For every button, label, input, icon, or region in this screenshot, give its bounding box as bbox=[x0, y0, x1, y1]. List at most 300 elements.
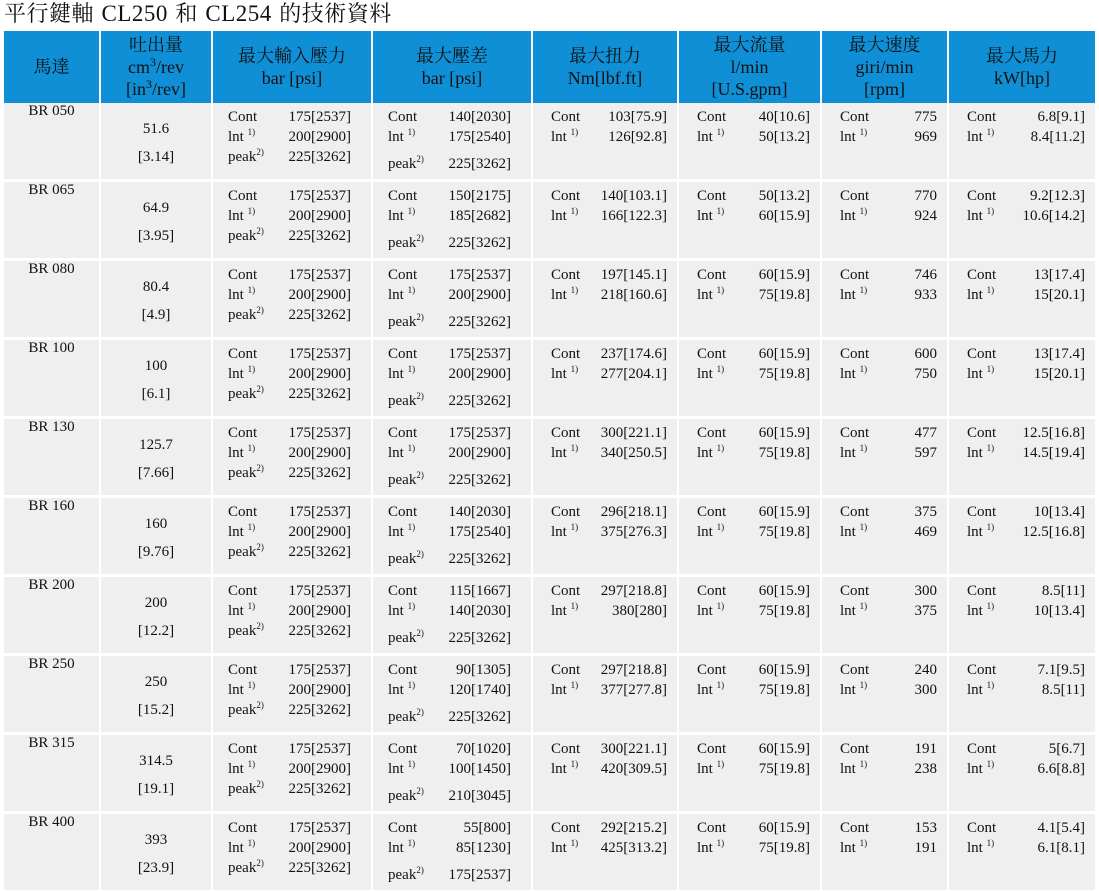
value-line bbox=[551, 660, 667, 680]
footnote-mark: 1) bbox=[859, 522, 868, 532]
value: 120[1740] bbox=[448, 682, 511, 698]
value: 225[3262] bbox=[288, 702, 351, 718]
int-label: lnt $^{1)}$ bbox=[388, 522, 416, 540]
displacement-cell bbox=[101, 261, 213, 340]
displacement-in3: [3.14] bbox=[137, 149, 175, 165]
value-line bbox=[840, 818, 937, 838]
footnote-mark: 2) bbox=[256, 147, 264, 157]
value: 100[1450] bbox=[448, 761, 511, 777]
footnote-mark: 2) bbox=[416, 865, 424, 875]
value: 60[15.9] bbox=[758, 267, 810, 283]
speed-cell bbox=[822, 814, 949, 890]
cont-label: Cont bbox=[840, 267, 870, 283]
footnote-mark: 1) bbox=[407, 285, 416, 295]
int-label: lnt $^{1)}$ bbox=[388, 127, 416, 145]
cont-label: Cont bbox=[840, 188, 870, 204]
value-line bbox=[840, 107, 937, 127]
value: 175[2537] bbox=[288, 820, 351, 836]
power-cell bbox=[949, 182, 1095, 261]
footnote-mark: 2) bbox=[416, 391, 424, 401]
value: 175[2537] bbox=[288, 741, 351, 757]
int-label: lnt $^{1)}$ bbox=[228, 364, 256, 382]
value: 597 bbox=[914, 445, 937, 461]
footnote-mark: 1) bbox=[859, 759, 868, 769]
value-line bbox=[228, 186, 351, 206]
cell-inner bbox=[822, 498, 947, 542]
value: 6.1[8.1] bbox=[1037, 840, 1085, 856]
value: 469 bbox=[914, 524, 937, 540]
value: 175[2537] bbox=[448, 867, 511, 883]
displacement-cell bbox=[101, 814, 213, 890]
footnote-mark: 1) bbox=[986, 838, 995, 848]
value-line bbox=[840, 522, 937, 542]
peak-label: peak$^{2)}$ bbox=[388, 707, 424, 725]
int-label: lnt $^{1)}$ bbox=[697, 680, 725, 698]
value: 277[204.1] bbox=[600, 366, 667, 382]
value: 297[218.8] bbox=[600, 662, 667, 678]
value-line bbox=[967, 265, 1085, 285]
value: 15[20.1] bbox=[1033, 366, 1085, 382]
displacement-cell bbox=[101, 419, 213, 498]
value: 210[3045] bbox=[448, 788, 511, 804]
displacement-in3: [12.2] bbox=[137, 623, 175, 639]
value-line bbox=[551, 344, 667, 364]
cell-inner bbox=[213, 340, 371, 404]
cell-inner bbox=[213, 577, 371, 641]
value-line bbox=[228, 344, 351, 364]
cell-inner bbox=[213, 656, 371, 720]
value-line bbox=[967, 601, 1085, 621]
flow-cell bbox=[679, 735, 822, 814]
peak-label: peak$^{2)}$ bbox=[388, 786, 424, 804]
power-cell bbox=[949, 735, 1095, 814]
value: 6.8[9.1] bbox=[1037, 109, 1085, 125]
displacement-in3: [19.1] bbox=[137, 781, 175, 797]
motor-model: BR 080 bbox=[4, 261, 101, 340]
value: 60[15.9] bbox=[758, 662, 810, 678]
value: 75[19.8] bbox=[758, 366, 810, 382]
footnote-mark: 1) bbox=[570, 127, 579, 137]
int-label: lnt $^{1)}$ bbox=[228, 522, 256, 540]
cont-label: Cont bbox=[967, 109, 997, 125]
cell-inner bbox=[373, 577, 531, 648]
cont-label: Cont bbox=[228, 820, 258, 836]
footnote-mark: 1) bbox=[247, 285, 256, 295]
cell-inner bbox=[822, 577, 947, 621]
peak-label: peak$^{2)}$ bbox=[228, 621, 264, 639]
value: 200[2900] bbox=[288, 603, 351, 619]
value: 775 bbox=[914, 109, 937, 125]
flow-cell bbox=[679, 103, 822, 182]
value-line bbox=[228, 759, 351, 779]
value-line bbox=[840, 759, 937, 779]
footnote-mark: 1) bbox=[247, 522, 256, 532]
value-line bbox=[228, 147, 351, 167]
value: 225[3262] bbox=[288, 149, 351, 165]
value: 75[19.8] bbox=[758, 524, 810, 540]
cont-label: Cont bbox=[551, 188, 581, 204]
int-label: lnt $^{1)}$ bbox=[697, 206, 725, 224]
cont-label: Cont bbox=[967, 741, 997, 757]
value-line bbox=[967, 344, 1085, 364]
displacement-in3: [6.1] bbox=[141, 386, 171, 402]
displacement-cm3: 314.5 bbox=[139, 753, 173, 769]
footnote-mark: 1) bbox=[407, 522, 416, 532]
header-row bbox=[4, 31, 1095, 103]
value-line bbox=[228, 226, 351, 246]
motor-model: BR 100 bbox=[4, 340, 101, 419]
footnote-mark: 1) bbox=[247, 838, 256, 848]
table-row bbox=[4, 577, 1095, 656]
power-cell bbox=[949, 498, 1095, 577]
cell-inner bbox=[822, 735, 947, 779]
value-line bbox=[388, 344, 511, 364]
peak-label: peak$^{2)}$ bbox=[388, 470, 424, 488]
value-line bbox=[388, 470, 511, 490]
int-label: lnt $^{1)}$ bbox=[551, 364, 579, 382]
footnote-mark: 1) bbox=[247, 680, 256, 690]
table-row bbox=[4, 182, 1095, 261]
header-pressure-diff: 最大壓差 bar [psi] bbox=[373, 31, 533, 103]
value-line bbox=[388, 107, 511, 127]
cont-label: Cont bbox=[551, 425, 581, 441]
power-cell bbox=[949, 814, 1095, 890]
value: 750 bbox=[914, 366, 937, 382]
value: 175[2537] bbox=[448, 267, 511, 283]
torque-cell bbox=[533, 735, 679, 814]
cell-inner bbox=[822, 814, 947, 858]
footnote-mark: 2) bbox=[256, 226, 264, 236]
footnote-mark: 1) bbox=[570, 443, 579, 453]
footnote-mark: 1) bbox=[986, 206, 995, 216]
footnote-mark: 1) bbox=[859, 206, 868, 216]
value: 175[2537] bbox=[448, 346, 511, 362]
value-line bbox=[840, 285, 937, 305]
value-line bbox=[388, 759, 511, 779]
cell-inner bbox=[679, 814, 820, 858]
footnote-mark: 1) bbox=[716, 364, 725, 374]
cell-inner bbox=[679, 735, 820, 779]
value-line bbox=[388, 739, 511, 759]
value: 12.5[16.8] bbox=[1022, 425, 1085, 441]
page-title bbox=[4, 0, 392, 30]
displacement-cm3: 100 bbox=[144, 358, 168, 374]
cell-inner bbox=[679, 577, 820, 621]
footnote-mark: 2) bbox=[256, 779, 264, 789]
speed-cell bbox=[822, 340, 949, 419]
value-line bbox=[551, 818, 667, 838]
cell-inner bbox=[213, 419, 371, 483]
value: 200[2900] bbox=[448, 287, 511, 303]
value: 225[3262] bbox=[448, 314, 511, 330]
footnote-mark: 1) bbox=[407, 443, 416, 453]
value-line bbox=[967, 364, 1085, 384]
displacement-in3: [4.9] bbox=[141, 307, 171, 323]
input-pressure-cell bbox=[213, 182, 373, 261]
footnote-mark: 1) bbox=[247, 206, 256, 216]
flow-cell bbox=[679, 261, 822, 340]
value: 4.1[5.4] bbox=[1037, 820, 1085, 836]
displacement-cm3: 125.7 bbox=[139, 437, 173, 453]
value: 200[2900] bbox=[288, 129, 351, 145]
value: 746 bbox=[914, 267, 937, 283]
footnote-mark: 1) bbox=[407, 127, 416, 137]
int-label: lnt $^{1)}$ bbox=[388, 206, 416, 224]
cont-label: Cont bbox=[228, 109, 258, 125]
cell-inner bbox=[949, 261, 1095, 305]
int-label: lnt $^{1)}$ bbox=[840, 285, 868, 303]
value: 225[3262] bbox=[288, 781, 351, 797]
value: 340[250.5] bbox=[600, 445, 667, 461]
footnote-mark: 1) bbox=[716, 285, 725, 295]
cont-label: Cont bbox=[388, 267, 418, 283]
value: 225[3262] bbox=[448, 393, 511, 409]
int-label: lnt $^{1)}$ bbox=[967, 838, 995, 856]
flow-cell bbox=[679, 419, 822, 498]
value: 375[276.3] bbox=[600, 524, 667, 540]
value: 60[15.9] bbox=[758, 208, 810, 224]
motor-model: BR 250 bbox=[4, 656, 101, 735]
value-line bbox=[967, 739, 1085, 759]
value-line bbox=[388, 502, 511, 522]
value: 200[2900] bbox=[288, 208, 351, 224]
value-line bbox=[967, 818, 1085, 838]
cont-label: Cont bbox=[967, 346, 997, 362]
cell-inner bbox=[533, 419, 677, 463]
cont-label: Cont bbox=[388, 109, 418, 125]
cell-inner bbox=[949, 577, 1095, 621]
footnote-mark: 1) bbox=[407, 759, 416, 769]
cell-inner bbox=[373, 261, 531, 332]
value-line bbox=[388, 865, 511, 885]
cell-inner bbox=[822, 656, 947, 700]
value-line bbox=[697, 680, 810, 700]
cont-label: Cont bbox=[840, 346, 870, 362]
torque-cell bbox=[533, 340, 679, 419]
value: 153 bbox=[914, 820, 937, 836]
int-label: lnt $^{1)}$ bbox=[697, 522, 725, 540]
value: 200[2900] bbox=[288, 840, 351, 856]
peak-label: peak$^{2)}$ bbox=[228, 858, 264, 876]
value-line bbox=[697, 186, 810, 206]
value: 75[19.8] bbox=[758, 445, 810, 461]
footnote-mark: 1) bbox=[407, 601, 416, 611]
footnote-mark: 2) bbox=[416, 549, 424, 559]
cont-label: Cont bbox=[840, 820, 870, 836]
table-row bbox=[4, 261, 1095, 340]
value-line bbox=[388, 127, 511, 147]
value-line bbox=[967, 107, 1085, 127]
peak-label: peak$^{2)}$ bbox=[228, 542, 264, 560]
value: 75[19.8] bbox=[758, 287, 810, 303]
footnote-mark: 2) bbox=[416, 707, 424, 717]
value: 375 bbox=[914, 504, 937, 520]
value-line bbox=[840, 443, 937, 463]
cell-inner bbox=[373, 340, 531, 411]
int-label: lnt $^{1)}$ bbox=[551, 127, 579, 145]
cont-label: Cont bbox=[840, 425, 870, 441]
cell-inner bbox=[213, 498, 371, 562]
value-line bbox=[551, 502, 667, 522]
value: 225[3262] bbox=[448, 630, 511, 646]
pressure-diff-cell bbox=[373, 182, 533, 261]
motor-model: BR 050 bbox=[4, 103, 101, 182]
cont-label: Cont bbox=[697, 109, 727, 125]
footnote-mark: 2) bbox=[416, 786, 424, 796]
value-line bbox=[388, 154, 511, 174]
value: 200[2900] bbox=[448, 366, 511, 382]
value-line bbox=[840, 423, 937, 443]
value: 175[2540] bbox=[448, 524, 511, 540]
int-label: lnt $^{1)}$ bbox=[551, 206, 579, 224]
peak-label: peak$^{2)}$ bbox=[228, 305, 264, 323]
footnote-mark: 1) bbox=[407, 364, 416, 374]
int-label: lnt $^{1)}$ bbox=[840, 522, 868, 540]
footnote-mark: 2) bbox=[416, 312, 424, 322]
power-cell bbox=[949, 261, 1095, 340]
footnote-mark: 1) bbox=[407, 206, 416, 216]
pressure-diff-cell bbox=[373, 103, 533, 182]
displacement-cm3: 250 bbox=[144, 674, 168, 690]
footnote-mark: 2) bbox=[256, 700, 264, 710]
value: 13[17.4] bbox=[1033, 267, 1085, 283]
int-label: lnt $^{1)}$ bbox=[967, 127, 995, 145]
footnote-mark: 1) bbox=[859, 364, 868, 374]
value: 380[280] bbox=[612, 603, 667, 619]
flow-cell bbox=[679, 814, 822, 890]
cell-inner bbox=[533, 182, 677, 226]
cell-inner bbox=[373, 182, 531, 253]
pressure-diff-cell bbox=[373, 577, 533, 656]
flow-cell bbox=[679, 182, 822, 261]
torque-cell bbox=[533, 656, 679, 735]
value-line bbox=[228, 502, 351, 522]
value-line bbox=[228, 858, 351, 878]
int-label: lnt $^{1)}$ bbox=[697, 443, 725, 461]
value-line bbox=[228, 423, 351, 443]
input-pressure-cell bbox=[213, 577, 373, 656]
value: 225[3262] bbox=[448, 472, 511, 488]
value: 55[800] bbox=[463, 820, 511, 836]
value-line bbox=[228, 601, 351, 621]
footnote-mark: 1) bbox=[716, 127, 725, 137]
int-label: lnt $^{1)}$ bbox=[967, 206, 995, 224]
value: 225[3262] bbox=[288, 860, 351, 876]
value: 50[13.2] bbox=[758, 129, 810, 145]
cont-label: Cont bbox=[697, 820, 727, 836]
value-line bbox=[228, 107, 351, 127]
motor-model: BR 315 bbox=[4, 735, 101, 814]
speed-cell bbox=[822, 419, 949, 498]
cell-inner bbox=[949, 340, 1095, 384]
displacement-cell bbox=[101, 182, 213, 261]
value: 292[215.2] bbox=[600, 820, 667, 836]
value-line bbox=[967, 522, 1085, 542]
value-line bbox=[388, 391, 511, 411]
value-line bbox=[967, 443, 1085, 463]
flow-cell bbox=[679, 498, 822, 577]
value-line bbox=[967, 581, 1085, 601]
displacement-in3: [23.9] bbox=[137, 860, 175, 876]
value: 175[2537] bbox=[288, 425, 351, 441]
value: 60[15.9] bbox=[758, 820, 810, 836]
value-line bbox=[840, 660, 937, 680]
value-line bbox=[697, 601, 810, 621]
value: 225[3262] bbox=[288, 465, 351, 481]
int-label: lnt $^{1)}$ bbox=[697, 285, 725, 303]
peak-label: peak$^{2)}$ bbox=[228, 779, 264, 797]
value: 175[2537] bbox=[288, 267, 351, 283]
value: 200[2900] bbox=[288, 761, 351, 777]
value: 12.5[16.8] bbox=[1022, 524, 1085, 540]
cell-inner bbox=[213, 103, 371, 167]
pressure-diff-cell bbox=[373, 261, 533, 340]
cont-label: Cont bbox=[840, 109, 870, 125]
value: 218[160.6] bbox=[600, 287, 667, 303]
cell-inner bbox=[213, 261, 371, 325]
value-line bbox=[840, 127, 937, 147]
value: 237[174.6] bbox=[600, 346, 667, 362]
value-line bbox=[840, 206, 937, 226]
footnote-mark: 1) bbox=[570, 759, 579, 769]
cont-label: Cont bbox=[697, 346, 727, 362]
cell-inner bbox=[822, 182, 947, 226]
int-label: lnt $^{1)}$ bbox=[228, 601, 256, 619]
footnote-mark: 1) bbox=[247, 364, 256, 374]
value-line bbox=[228, 384, 351, 404]
displacement-cm3: 64.9 bbox=[142, 200, 170, 216]
int-label: lnt $^{1)}$ bbox=[840, 364, 868, 382]
title-part: 的技術資料 bbox=[271, 2, 392, 27]
cell-inner bbox=[373, 103, 531, 174]
torque-cell bbox=[533, 419, 679, 498]
cont-label: Cont bbox=[228, 188, 258, 204]
footnote-mark: 1) bbox=[859, 285, 868, 295]
cell-inner bbox=[949, 182, 1095, 226]
cont-label: Cont bbox=[697, 583, 727, 599]
cont-label: Cont bbox=[551, 109, 581, 125]
value: 200[2900] bbox=[448, 445, 511, 461]
value: 126[92.8] bbox=[608, 129, 667, 145]
cell-inner bbox=[533, 814, 677, 858]
cell-inner bbox=[949, 814, 1095, 858]
displacement-cm3: 51.6 bbox=[142, 121, 170, 137]
value-line bbox=[697, 127, 810, 147]
displacement-cell bbox=[101, 103, 213, 182]
cont-label: Cont bbox=[967, 267, 997, 283]
value-line bbox=[967, 186, 1085, 206]
flow-cell bbox=[679, 340, 822, 419]
cont-label: Cont bbox=[388, 188, 418, 204]
int-label: lnt $^{1)}$ bbox=[228, 285, 256, 303]
value: 375 bbox=[914, 603, 937, 619]
displacement-cell bbox=[101, 498, 213, 577]
displacement-cm3: 80.4 bbox=[142, 279, 170, 295]
footnote-mark: 1) bbox=[247, 601, 256, 611]
cont-label: Cont bbox=[840, 741, 870, 757]
value-line bbox=[840, 186, 937, 206]
value-line bbox=[697, 107, 810, 127]
value-line bbox=[697, 423, 810, 443]
int-label: lnt $^{1)}$ bbox=[840, 206, 868, 224]
value: 197[145.1] bbox=[600, 267, 667, 283]
value-line bbox=[840, 344, 937, 364]
peak-label: peak$^{2)}$ bbox=[228, 147, 264, 165]
value: 7.1[9.5] bbox=[1037, 662, 1085, 678]
speed-cell bbox=[822, 261, 949, 340]
header-motor: 馬達 bbox=[4, 31, 101, 103]
header-input-pressure: 最大輸入壓力 bar [psi] bbox=[213, 31, 373, 103]
